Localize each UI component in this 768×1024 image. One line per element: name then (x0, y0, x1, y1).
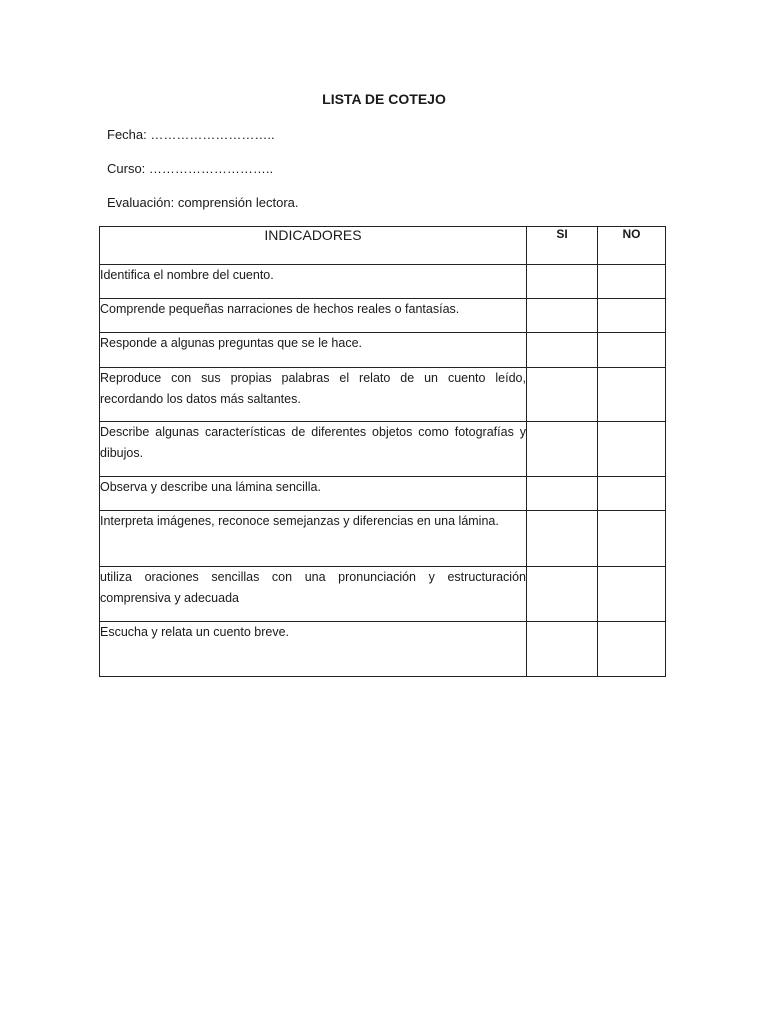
indicator-cell (100, 511, 527, 567)
indicator-text: Interpreta imágenes, reconoce semejanzas y diferencias en una lámina. (100, 514, 499, 528)
page-title: LISTA DE COTEJO (322, 91, 446, 107)
si-check-cell[interactable] (527, 333, 598, 368)
table-row (100, 422, 666, 477)
table-row (100, 622, 666, 677)
indicator-text: Reproduce con sus propias palabras el relato de un cuento leído, recordando los datos más saltantes. (100, 371, 526, 406)
table-row (100, 567, 666, 622)
fecha-field: Fecha: ……………………….. (107, 127, 275, 142)
si-check-cell[interactable] (527, 622, 598, 677)
table-header-row (100, 227, 666, 265)
no-check-cell[interactable] (598, 265, 666, 299)
indicator-cell (100, 265, 527, 299)
header-indicadores: INDICADORES (100, 227, 527, 265)
si-check-cell[interactable] (527, 422, 598, 477)
table-row (100, 265, 666, 299)
indicator-cell (100, 368, 527, 422)
indicator-text: Comprende pequeñas narraciones de hechos reales o fantasías. (100, 302, 460, 316)
indicator-cell (100, 477, 527, 511)
no-check-cell[interactable] (598, 422, 666, 477)
indicator-cell (100, 299, 527, 333)
no-check-cell[interactable] (598, 622, 666, 677)
si-check-cell[interactable] (527, 477, 598, 511)
indicator-text: Responde a algunas preguntas que se le hace. (100, 336, 362, 350)
indicator-cell (100, 333, 527, 368)
table-row (100, 299, 666, 333)
header-si: SI (527, 227, 598, 265)
table-row (100, 477, 666, 511)
si-check-cell[interactable] (527, 511, 598, 567)
table-row (100, 333, 666, 368)
header-no: NO (598, 227, 666, 265)
si-check-cell[interactable] (527, 567, 598, 622)
si-check-cell[interactable] (527, 299, 598, 333)
indicator-text: utiliza oraciones sencillas con una pronunciación y estructuración comprensiva y adecuada (100, 570, 526, 605)
no-check-cell[interactable] (598, 368, 666, 422)
no-check-cell[interactable] (598, 477, 666, 511)
indicator-cell (100, 622, 527, 677)
no-check-cell[interactable] (598, 299, 666, 333)
evaluacion-field: Evaluación: comprensión lectora. (107, 195, 299, 210)
indicator-cell (100, 567, 527, 622)
table-row (100, 511, 666, 567)
no-check-cell[interactable] (598, 511, 666, 567)
table-row (100, 368, 666, 422)
indicator-cell (100, 422, 527, 477)
no-check-cell[interactable] (598, 333, 666, 368)
checklist-table (99, 226, 666, 677)
no-check-cell[interactable] (598, 567, 666, 622)
curso-field: Curso: ……………………….. (107, 161, 274, 176)
indicator-text: Describe algunas características de diferentes objetos como fotografías y dibujos. (100, 425, 526, 460)
indicator-text: Escucha y relata un cuento breve. (100, 625, 290, 639)
si-check-cell[interactable] (527, 265, 598, 299)
indicator-text: Identifica el nombre del cuento. (100, 268, 274, 282)
indicator-text: Observa y describe una lámina sencilla. (100, 480, 321, 494)
si-check-cell[interactable] (527, 368, 598, 422)
